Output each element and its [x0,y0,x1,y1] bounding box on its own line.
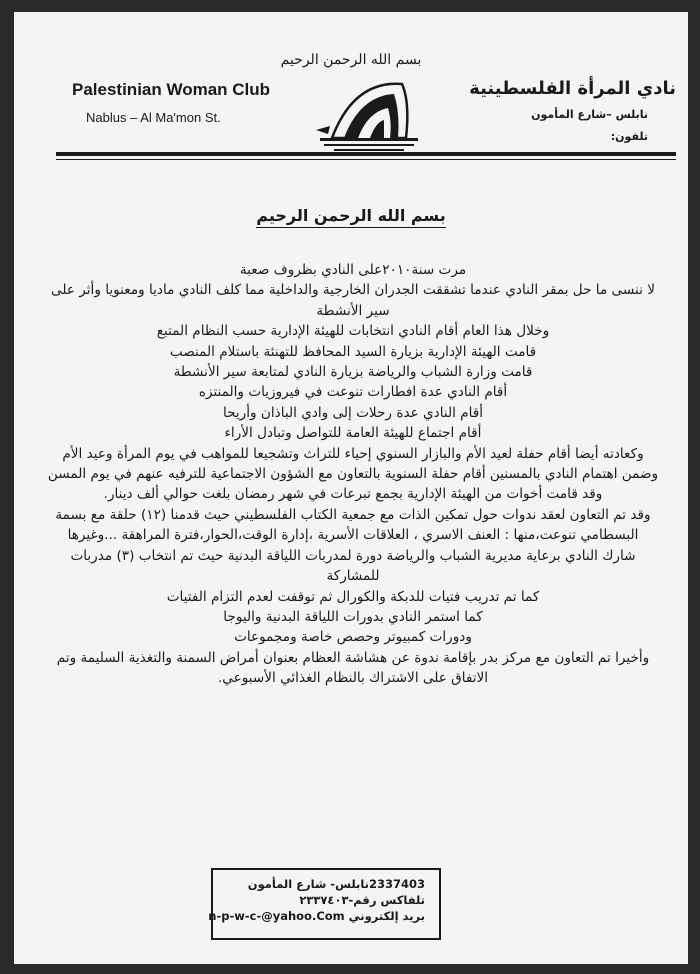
footer-contact-box [208,868,441,940]
header-divider-thin [56,159,676,160]
body-line: أقام اجتماع للهيئة العامة للتواصل وتبادل الأراء [224,425,482,442]
body-line: أقام النادي عدة رحلات إلى وادي الباذان وأريحا [222,404,484,421]
footer-email: بريد إلكتروني n-p-w-c-@yahoo.Com [208,909,425,923]
body-line: مرت سنة٢٠١٠على النادي بظروف صعبة [239,262,467,278]
body-line: قامت الهيئة الإدارية بزيارة السيد المحافظ للتهنئة باستلام المنصب [169,343,537,360]
club-phone-label-arabic: تلفون: [610,130,648,143]
body-line: وضمن اهتمام النادي بالمسنين أقام حفلة السنوية بالتعاون مع الشؤون الاجتماعية للترفيه عنهم في يوم المسن [47,466,659,483]
body-line: وقد تم التعاون لعقد ندوات حول تمكين الذات مع جمعية الكتاب الفلسطيني حيث قدمنا (١٢) حلقة مع بسمة البسطامي تنوعت،منها : العنف الاسري ، العلاقات الأسرية ،إدارة الوقت،الحوار،فترة المراهقة ...وغيرها [55,506,651,544]
body-line: شارك النادي برعاية مديرية الشباب والرياضة دورة لمدربات اللياقة البدنية حيث تم انتخاب (٣) مدربات للمشاركة [70,547,636,585]
header-divider [56,152,676,156]
body-line: وقد قامت أخوات من الهيئة الإدارية بجمع تبرعات في شهر رمضان بلغت حوالي ألف دينار. [103,486,603,503]
footer-phone: 2337403نابلس- شارع المأمون [247,877,425,891]
document-page [14,12,688,964]
body-line: لا ننسى ما حل بمقر النادي عندما تشققت الجدران الخارجية والداخلية مما كلف النادي ماديا ومعنويا وأثر على سير الأنشطة [51,282,655,319]
club-address-arabic: نابلس –شارع المأمون [531,108,648,121]
club-logo-icon [314,72,424,156]
body-line: قامت وزارة الشباب والرياضة بزيارة النادي لمتابعة سير الأنشطة [173,364,533,381]
body-line: وخلال هذا العام أقام النادي انتخابات للهيئة الإدارية حسب النظام المتبع [156,323,550,340]
body-line: وكعادته أيضا أقام حفلة لعيد الأم والبازار السنوي إحياء للتراث وتشجيعا للمواهب في يوم المرأة وعيد الأم [62,445,644,462]
body-line: كما تم تدريب فتيات للدبكة والكورال ثم توقفت لعدم التزام الفتيات [166,588,540,605]
body-line: أقام النادي عدة افطارات تنوعت في فيروزيات والمنتزه [198,384,508,401]
body-title [14,206,688,225]
report-body [44,260,662,689]
body-line: ودورات كمبيوتر وحصص خاصة ومجموعات [234,629,472,646]
body-title-text: بسم الله الرحمن الرحيم [256,206,445,228]
club-address-english: Nablus – Al Ma'mon St. [86,110,221,125]
header-basmala: بسم الله الرحمن الرحيم [280,52,422,68]
body-line: وأخيرا تم التعاون مع مركز بدر بإقامة ندوة عن هشاشة العظام بعنوان أمراض السمنة والتغذية السليمة وتم الاتفاق على الاشتراك بالنظام الغذائي الأسبوعي. [56,649,650,687]
club-name-arabic: نادي المرأة الفلسطينية [469,78,676,99]
footer-fax: تلفاكس رقم-٢٣٣٧٤٠٣ [299,893,425,907]
body-line: كما استمر النادي بدورات اللياقة البدنية واليوجا [223,608,483,625]
club-name-english: Palestinian Woman Club [72,80,271,99]
